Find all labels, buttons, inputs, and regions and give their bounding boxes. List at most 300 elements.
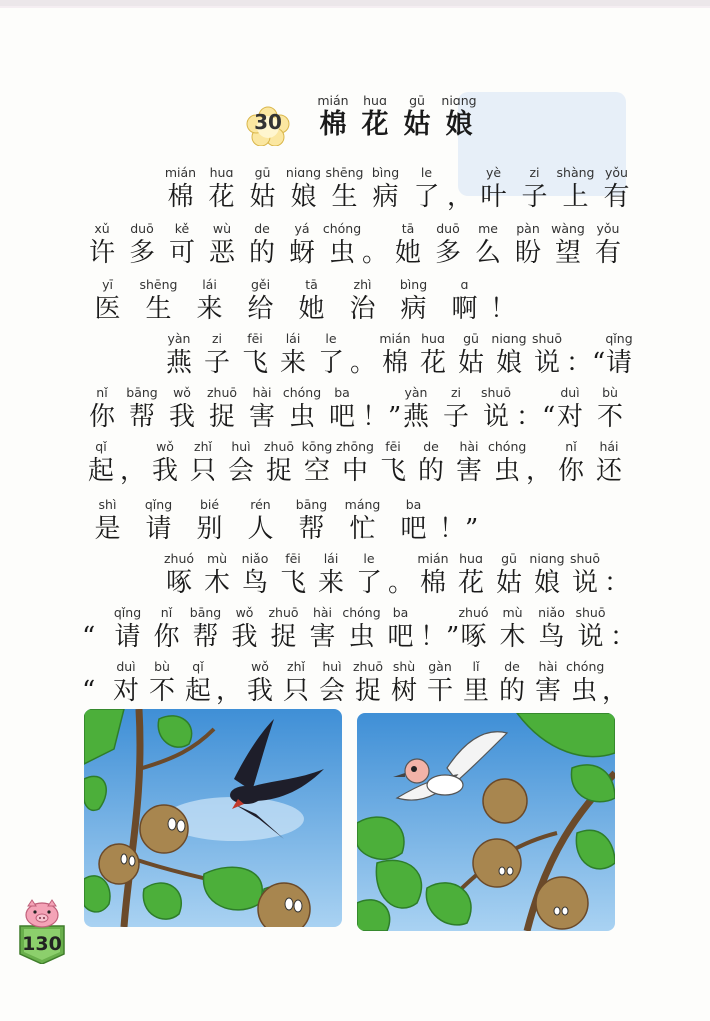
pinyin: wǒ — [173, 385, 191, 400]
pinyin: lǐ — [472, 659, 480, 674]
hanzi: 多 — [434, 238, 461, 268]
hanzi: 姑 — [403, 109, 431, 140]
character-unit — [374, 440, 412, 488]
pinyin: zhuō — [352, 659, 384, 674]
pinyin: niɑng — [441, 93, 477, 108]
punctuation: ， — [120, 456, 147, 486]
page-number: 130 — [22, 933, 62, 955]
hanzi: 生 — [331, 182, 358, 212]
hanzi: 有 — [603, 182, 630, 212]
hanzi: 别 — [196, 514, 223, 544]
hanzi: 娘 — [445, 109, 473, 140]
hanzi: 吧 — [387, 622, 414, 652]
character-unit — [133, 278, 184, 326]
hanzi: 捉 — [354, 676, 381, 706]
pinyin: zhuó — [163, 551, 195, 566]
pinyin: huɑ — [421, 331, 445, 346]
hanzi: 了 — [413, 182, 440, 212]
character-unit — [428, 222, 468, 270]
pinyin: gěi — [250, 277, 271, 292]
punctuation: 。 — [388, 568, 415, 598]
character-unit — [324, 166, 365, 214]
character-unit — [282, 386, 322, 434]
pinyin: zhōng — [336, 439, 374, 454]
pinyin: mián — [164, 165, 197, 180]
hanzi: 来 — [317, 568, 344, 598]
character-unit — [488, 440, 526, 488]
hanzi: 可 — [168, 238, 195, 268]
pinyin: wǒ — [235, 605, 254, 620]
pinyin: yǒu — [605, 165, 628, 180]
pinyin: chóng — [282, 385, 322, 400]
pinyin: zhuō — [206, 385, 238, 400]
pinyin: niɑng — [491, 331, 527, 346]
character-unit — [198, 552, 236, 600]
pinyin: huɑ — [209, 165, 234, 180]
page-number-badge — [18, 898, 66, 964]
pinyin: hài — [252, 385, 272, 400]
character-unit — [242, 222, 282, 270]
character-unit — [396, 386, 436, 434]
hanzi: 害 — [455, 456, 482, 486]
character-unit — [494, 660, 530, 708]
pinyin: zhuó — [458, 605, 489, 620]
hanzi: 治 — [349, 294, 376, 324]
hanzi: 你 — [557, 456, 584, 486]
pinyin: chóng — [322, 221, 362, 236]
pinyin: ɑ — [460, 277, 469, 292]
character-unit — [454, 606, 493, 654]
pinyin: wàng — [551, 221, 585, 236]
hanzi: 棉 — [319, 109, 347, 140]
pinyin: tā — [305, 277, 318, 292]
punctuation: “ — [82, 622, 96, 652]
pinyin: bù — [154, 659, 170, 674]
pinyin: huì — [322, 659, 342, 674]
pinyin: zhuō — [268, 605, 299, 620]
hanzi: 我 — [168, 402, 195, 432]
character-unit — [566, 552, 604, 600]
pinyin: fēi — [247, 331, 263, 346]
character-unit — [406, 166, 447, 214]
hanzi: 不 — [148, 676, 175, 706]
pinyin: hài — [459, 439, 479, 454]
hanzi: 里 — [462, 676, 489, 706]
hanzi: 望 — [554, 238, 581, 268]
hanzi: 帮 — [128, 402, 155, 432]
pinyin: bāng — [126, 385, 158, 400]
pinyin: qǐ — [95, 439, 107, 454]
hanzi: 不 — [596, 402, 623, 432]
character-unit — [82, 386, 122, 434]
pinyin: wǒ — [251, 659, 269, 674]
hanzi: 蚜 — [288, 238, 315, 268]
character-unit — [381, 606, 420, 654]
character-unit — [532, 606, 571, 654]
punctuation: “ — [82, 676, 96, 706]
lesson-title — [246, 94, 486, 150]
character-unit — [286, 278, 337, 326]
character-unit — [242, 166, 283, 214]
pinyin: chóng — [488, 439, 527, 454]
lesson-title-text — [312, 94, 480, 142]
character-unit — [550, 386, 590, 434]
hanzi: 吧 — [328, 402, 355, 432]
hanzi: 是 — [94, 514, 121, 544]
hanzi: 棉 — [381, 348, 408, 378]
pinyin: kōng — [301, 439, 333, 454]
pinyin: nǐ — [96, 385, 108, 400]
hanzi: 只 — [282, 676, 309, 706]
character-unit — [452, 332, 490, 380]
character-unit — [235, 498, 286, 546]
punctuation: ： — [604, 568, 631, 598]
illustration-swallow — [84, 709, 342, 927]
hanzi: 上 — [562, 182, 589, 212]
character-unit — [186, 606, 225, 654]
hanzi: 的 — [417, 456, 444, 486]
pinyin: lái — [285, 331, 301, 346]
character-unit — [450, 440, 488, 488]
character-unit — [322, 222, 362, 270]
pinyin: de — [504, 659, 520, 674]
character-unit — [490, 552, 528, 600]
character-unit — [312, 332, 350, 380]
hanzi: 娘 — [533, 568, 560, 598]
pinyin: niǎo — [241, 551, 269, 566]
pinyin: hái — [599, 439, 619, 454]
character-unit — [82, 498, 133, 546]
character-unit — [160, 332, 198, 380]
hanzi: 请 — [114, 622, 141, 652]
character-unit — [198, 332, 236, 380]
character-unit — [144, 660, 180, 708]
pinyin: pàn — [516, 221, 540, 236]
hanzi: 会 — [318, 676, 345, 706]
character-unit — [476, 386, 516, 434]
hanzi: 吧 — [400, 514, 427, 544]
character-unit — [590, 440, 628, 488]
character-unit — [528, 332, 566, 380]
pinyin: shù — [392, 659, 416, 674]
hanzi: 只 — [189, 456, 216, 486]
character-unit — [530, 660, 566, 708]
punctuation: ！ — [490, 294, 517, 324]
pinyin: ba — [392, 605, 409, 620]
character-unit — [458, 660, 494, 708]
character-unit — [388, 222, 428, 270]
character-unit — [162, 222, 202, 270]
text-line — [82, 660, 628, 708]
character-unit — [236, 332, 274, 380]
pinyin: zi — [211, 331, 223, 346]
pinyin: shuō — [531, 331, 562, 346]
pinyin: shēng — [325, 165, 364, 180]
character-unit — [201, 166, 242, 214]
pinyin: duō — [130, 221, 154, 236]
hanzi: 对 — [556, 402, 583, 432]
character-unit — [555, 166, 596, 214]
hanzi: 飞 — [279, 568, 306, 598]
hanzi: 空 — [303, 456, 330, 486]
pinyin: le — [325, 331, 337, 346]
pinyin: máng — [344, 497, 381, 512]
character-unit — [108, 606, 147, 654]
character-unit — [342, 606, 381, 654]
pinyin: chóng — [342, 605, 381, 620]
hanzi: 说 — [577, 622, 604, 652]
character-unit — [514, 166, 555, 214]
hanzi: 花 — [208, 182, 235, 212]
pinyin: yàn — [404, 385, 428, 400]
hanzi: 忙 — [349, 514, 376, 544]
character-unit — [350, 552, 388, 600]
pinyin: wù — [212, 221, 232, 236]
pinyin: zhì — [353, 277, 372, 292]
hanzi: 子 — [203, 348, 230, 378]
hanzi: 飞 — [241, 348, 268, 378]
text-line — [82, 440, 628, 488]
hanzi: 的 — [248, 238, 275, 268]
hanzi: 花 — [419, 348, 446, 378]
title-character — [312, 94, 354, 142]
character-unit — [122, 222, 162, 270]
hanzi: 姑 — [249, 182, 276, 212]
pinyin: gū — [254, 165, 271, 180]
character-unit — [386, 660, 422, 708]
hanzi: 燕 — [165, 348, 192, 378]
hanzi: 花 — [361, 109, 389, 140]
text-line — [82, 222, 628, 270]
pinyin: lái — [323, 551, 339, 566]
hanzi: 虫 — [328, 238, 355, 268]
hanzi: 虫 — [348, 622, 375, 652]
punctuation: ！” — [420, 622, 460, 652]
pinyin: bāng — [295, 497, 328, 512]
pinyin: bié — [199, 497, 220, 512]
pinyin: ba — [405, 497, 422, 512]
pinyin: wǒ — [156, 439, 174, 454]
character-unit — [588, 222, 628, 270]
hanzi: 多 — [128, 238, 155, 268]
character-unit — [337, 498, 388, 546]
pinyin: yàn — [167, 331, 191, 346]
character-unit — [147, 606, 186, 654]
hanzi: 鸟 — [241, 568, 268, 598]
hanzi: 虫 — [288, 402, 315, 432]
pinyin: shàng — [556, 165, 595, 180]
hanzi: 来 — [279, 348, 306, 378]
pinyin: duì — [116, 659, 136, 674]
hanzi: 么 — [474, 238, 501, 268]
hanzi: 棉 — [167, 182, 194, 212]
pinyin: ba — [334, 385, 350, 400]
hanzi: 你 — [88, 402, 115, 432]
pinyin: gū — [409, 93, 425, 108]
hanzi: 我 — [246, 676, 273, 706]
hanzi: 了 — [355, 568, 382, 598]
hanzi: 鸟 — [538, 622, 565, 652]
pinyin: zhǐ — [287, 659, 305, 674]
character-unit — [160, 166, 201, 214]
pinyin: bāng — [189, 605, 222, 620]
hanzi: 生 — [145, 294, 172, 324]
pinyin: nǐ — [565, 439, 577, 454]
pinyin: gū — [463, 331, 479, 346]
punctuation: ！” — [439, 514, 479, 544]
hanzi: 病 — [372, 182, 399, 212]
character-unit — [160, 552, 198, 600]
hanzi: 我 — [231, 622, 258, 652]
pinyin: niɑng — [529, 551, 565, 566]
character-unit — [473, 166, 514, 214]
character-unit — [490, 332, 528, 380]
pinyin: qǐng — [605, 331, 633, 346]
character-unit — [264, 606, 303, 654]
character-unit — [108, 660, 144, 708]
hanzi: 了 — [317, 348, 344, 378]
character-unit — [180, 660, 216, 708]
hanzi: 还 — [595, 456, 622, 486]
hanzi: 帮 — [298, 514, 325, 544]
pinyin: le — [363, 551, 375, 566]
pinyin: qǐ — [192, 659, 204, 674]
character-unit — [322, 386, 362, 434]
character-unit — [122, 386, 162, 434]
hanzi: 说 — [533, 348, 560, 378]
pinyin: gū — [501, 551, 517, 566]
hanzi: 来 — [196, 294, 223, 324]
hanzi: 说 — [571, 568, 598, 598]
character-unit — [350, 660, 386, 708]
hanzi: 有 — [594, 238, 621, 268]
character-unit — [274, 332, 312, 380]
hanzi: 帮 — [192, 622, 219, 652]
hanzi: 害 — [534, 676, 561, 706]
pinyin: hài — [312, 605, 333, 620]
pinyin: xǔ — [94, 221, 110, 236]
pinyin: mù — [206, 551, 228, 566]
hanzi: 姑 — [457, 348, 484, 378]
hanzi: 你 — [153, 622, 180, 652]
pinyin: huɑ — [363, 93, 387, 108]
hanzi: 飞 — [379, 456, 406, 486]
hanzi: 人 — [247, 514, 274, 544]
character-unit — [566, 659, 605, 708]
pinyin: shuō — [569, 551, 600, 566]
character-unit — [548, 222, 588, 270]
character-unit — [336, 440, 374, 488]
character-unit — [388, 278, 439, 326]
hanzi: 会 — [227, 456, 254, 486]
character-unit — [202, 386, 242, 434]
hanzi: 干 — [426, 676, 453, 706]
pinyin: zi — [529, 165, 540, 180]
pinyin: yī — [102, 277, 113, 292]
hanzi: 她 — [298, 294, 325, 324]
character-unit — [146, 440, 184, 488]
hanzi: 害 — [309, 622, 336, 652]
hanzi: 对 — [112, 676, 139, 706]
character-unit — [133, 498, 184, 546]
character-unit — [242, 660, 278, 708]
pinyin: zhuō — [263, 439, 295, 454]
character-unit — [376, 332, 414, 380]
hanzi: 许 — [88, 238, 115, 268]
character-unit — [298, 440, 336, 488]
character-unit — [552, 440, 590, 488]
pinyin: shuō — [575, 605, 606, 620]
hanzi: 给 — [247, 294, 274, 324]
pinyin: hài — [538, 659, 558, 674]
hanzi: 她 — [394, 238, 421, 268]
title-character — [438, 94, 480, 142]
character-unit — [414, 332, 452, 380]
pinyin: yè — [485, 165, 502, 180]
hanzi: 子 — [442, 402, 469, 432]
punctuation: ：“ — [516, 402, 556, 432]
hanzi: 啄 — [460, 622, 487, 652]
character-unit — [82, 222, 122, 270]
text-line — [160, 552, 630, 600]
pinyin: tā — [401, 221, 415, 236]
hanzi: 医 — [94, 294, 121, 324]
character-unit — [235, 278, 286, 326]
pinyin: kě — [174, 221, 190, 236]
pinyin: zhǐ — [194, 439, 212, 454]
character-unit — [286, 498, 337, 546]
pinyin: le — [420, 165, 433, 180]
hanzi: 捉 — [265, 456, 292, 486]
character-unit — [303, 606, 342, 654]
pinyin: niǎo — [538, 605, 565, 620]
pinyin: nǐ — [160, 605, 173, 620]
character-unit — [184, 498, 235, 546]
pinyin: chóng — [566, 659, 605, 674]
pinyin: duō — [436, 221, 460, 236]
character-unit — [162, 386, 202, 434]
character-unit — [82, 278, 133, 326]
pinyin: fēi — [385, 439, 401, 454]
character-unit — [337, 278, 388, 326]
character-unit — [222, 440, 260, 488]
hanzi: 树 — [390, 676, 417, 706]
punctuation: 。 — [350, 348, 377, 378]
hanzi: 燕 — [402, 402, 429, 432]
character-unit — [236, 552, 274, 600]
character-unit — [528, 552, 566, 600]
pinyin: huɑ — [459, 551, 483, 566]
pinyin: fēi — [285, 551, 301, 566]
hanzi: 病 — [400, 294, 427, 324]
character-unit — [590, 386, 630, 434]
text-line — [82, 386, 630, 434]
hanzi: 娘 — [290, 182, 317, 212]
title-character — [396, 94, 438, 142]
pinyin: shuō — [480, 385, 511, 400]
pinyin: bù — [602, 385, 618, 400]
pinyin: zi — [450, 385, 462, 400]
hanzi: 姑 — [495, 568, 522, 598]
hanzi: 木 — [499, 622, 526, 652]
pinyin: yǒu — [596, 221, 620, 236]
hanzi: 盼 — [514, 238, 541, 268]
character-unit — [422, 660, 458, 708]
character-unit — [600, 332, 638, 380]
text-line — [82, 606, 636, 654]
text-line — [160, 166, 637, 214]
pinyin: yá — [294, 221, 310, 236]
